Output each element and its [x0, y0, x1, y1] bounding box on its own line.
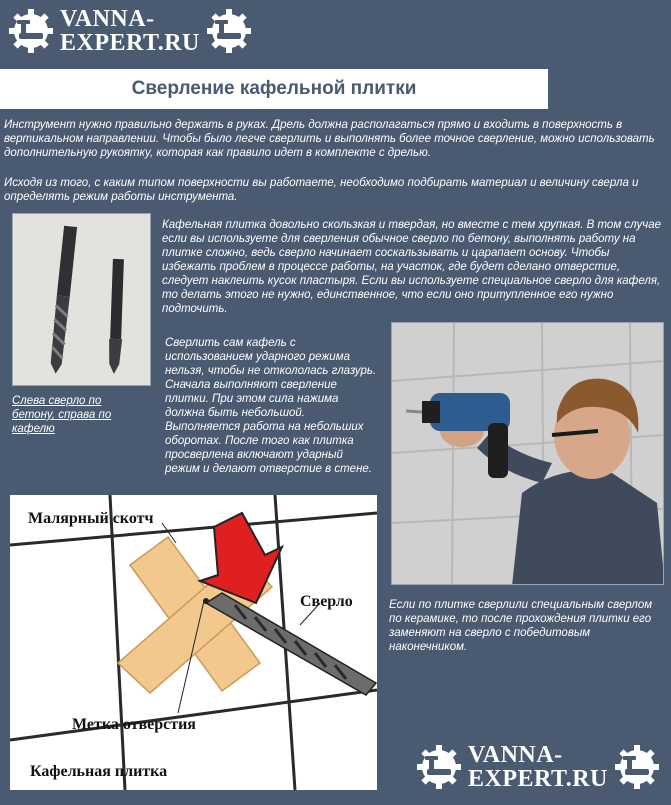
title-bar — [0, 69, 548, 109]
header-logo[interactable] — [6, 6, 254, 56]
page-title: Сверление кафельной плитки — [131, 78, 417, 99]
diagram-mark-label: Метка отверстия — [72, 716, 196, 733]
drill-bits-photo — [12, 213, 151, 386]
diagram-tile-label: Кафельная плитка — [30, 763, 168, 780]
diagram-tape-label: Малярный скотч — [28, 510, 154, 527]
worker-drilling-photo — [391, 322, 664, 585]
gear-faucet-icon — [6, 6, 56, 56]
tile-paragraph: Кафельная плитка довольно скользкая и твердая, но вместе с тем хрупкая. В том случае если вы используете для сверления обычное сверло по бетону, выполнять работу на плитке сложно, ведь сверло начинает соскальзывать и царапает основу. Чтобы избежать проблем в процессе работы, на участок, где будет сделано отверстие, следует наклеить кусок пластыря. Если вы используете специальное сверло для кафеля, то делать этого не нужно, единственное, что если оно притупленное его нужно подточить. — [162, 219, 661, 315]
gear-faucet-icon — [204, 6, 254, 56]
footer-logo[interactable] — [414, 742, 662, 792]
intro-paragraph-2: Исходя из того, с каким типом поверхности вы работаете, необходимо подбирать материал и величину сверла и определять режим работы инструмента. — [4, 177, 639, 203]
diagram-drill-label: Сверло — [300, 593, 353, 610]
logo-line2: EXPERT.RU — [468, 766, 608, 792]
logo-line2: EXPERT.RU — [60, 30, 200, 56]
special-drill-paragraph: Если по плитке сверлили специальным сверлом по керамике, то после прохождения плитки его заменяют на сверло с победитовым наконечником. — [389, 599, 653, 653]
gear-faucet-icon — [414, 742, 464, 792]
logo-line1: VANNA- — [468, 742, 563, 768]
tape-drilling-diagram — [10, 495, 377, 790]
logo-line1: VANNA- — [60, 6, 155, 32]
impact-paragraph: Сверлить сам кафель с использованием ударного режима нельзя, чтобы не откололась глазурь. Сначала выполняют сверление плитки. При этом сила нажима должна быть небольшой. Выполняется работа на небольших оборотах. После того как плитка просверлена включают ударный режим и делают отверстие в стене. — [165, 337, 377, 475]
gear-faucet-icon — [612, 742, 662, 792]
drill-bits-caption[interactable]: Слева сверло по бетону, справа по кафелю — [12, 395, 112, 435]
intro-paragraph-1: Инструмент нужно правильно держать в руках. Дрель должна располагаться прямо и входить в поверхность в вертикальном направлении. Чтобы было легче сверлить и выполнять более точное сверление, можно использовать дополнительную рукоятку, которая как правило идет в комплекте с дрелью. — [4, 119, 655, 159]
